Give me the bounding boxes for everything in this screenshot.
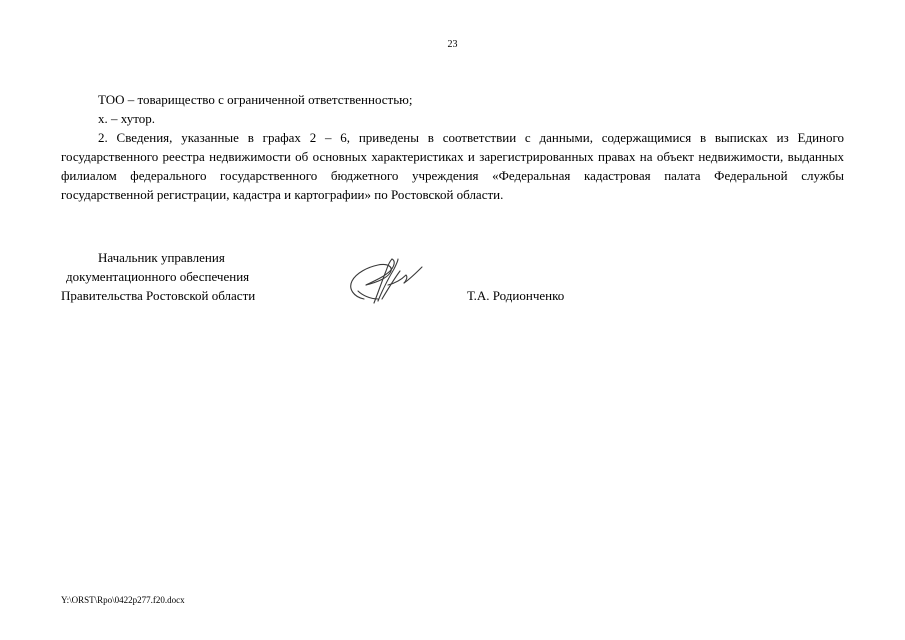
handwritten-signature-icon — [344, 255, 428, 307]
signatory-position-line: документационного обеспечения — [66, 269, 250, 284]
page-number: 23 — [447, 39, 458, 50]
signatory-position — [61, 248, 306, 305]
note-paragraph-2: 2. Сведения, указанные в графах 2 – 6, приведены в соответствии с данными, содержащимися в выписках из Единого государственного реестра недвижимости об основных характеристиках и зарегистрированных правах на объект недвижимости, выданных филиалом федерального государственного бюджетного учреждения «Федеральная кадастровая палата Федеральной службы государственной регистрации, кадастра и картографии» по Ростовской области. — [61, 130, 844, 202]
signatory-name: Т.А. Родионченко — [467, 288, 565, 303]
abbreviation-khutor: х. – хутор. — [98, 111, 156, 126]
abbreviation-too: ТОО – товарищество с ограниченной ответственностью; — [98, 92, 413, 107]
signatory-position-line: Начальник управления — [98, 250, 225, 265]
signatory-position-line: Правительства Ростовской области — [61, 288, 256, 303]
footer-file-path: Y:\ORST\Rpo\0422p277.f20.docx — [61, 595, 185, 605]
document-body — [61, 90, 844, 204]
